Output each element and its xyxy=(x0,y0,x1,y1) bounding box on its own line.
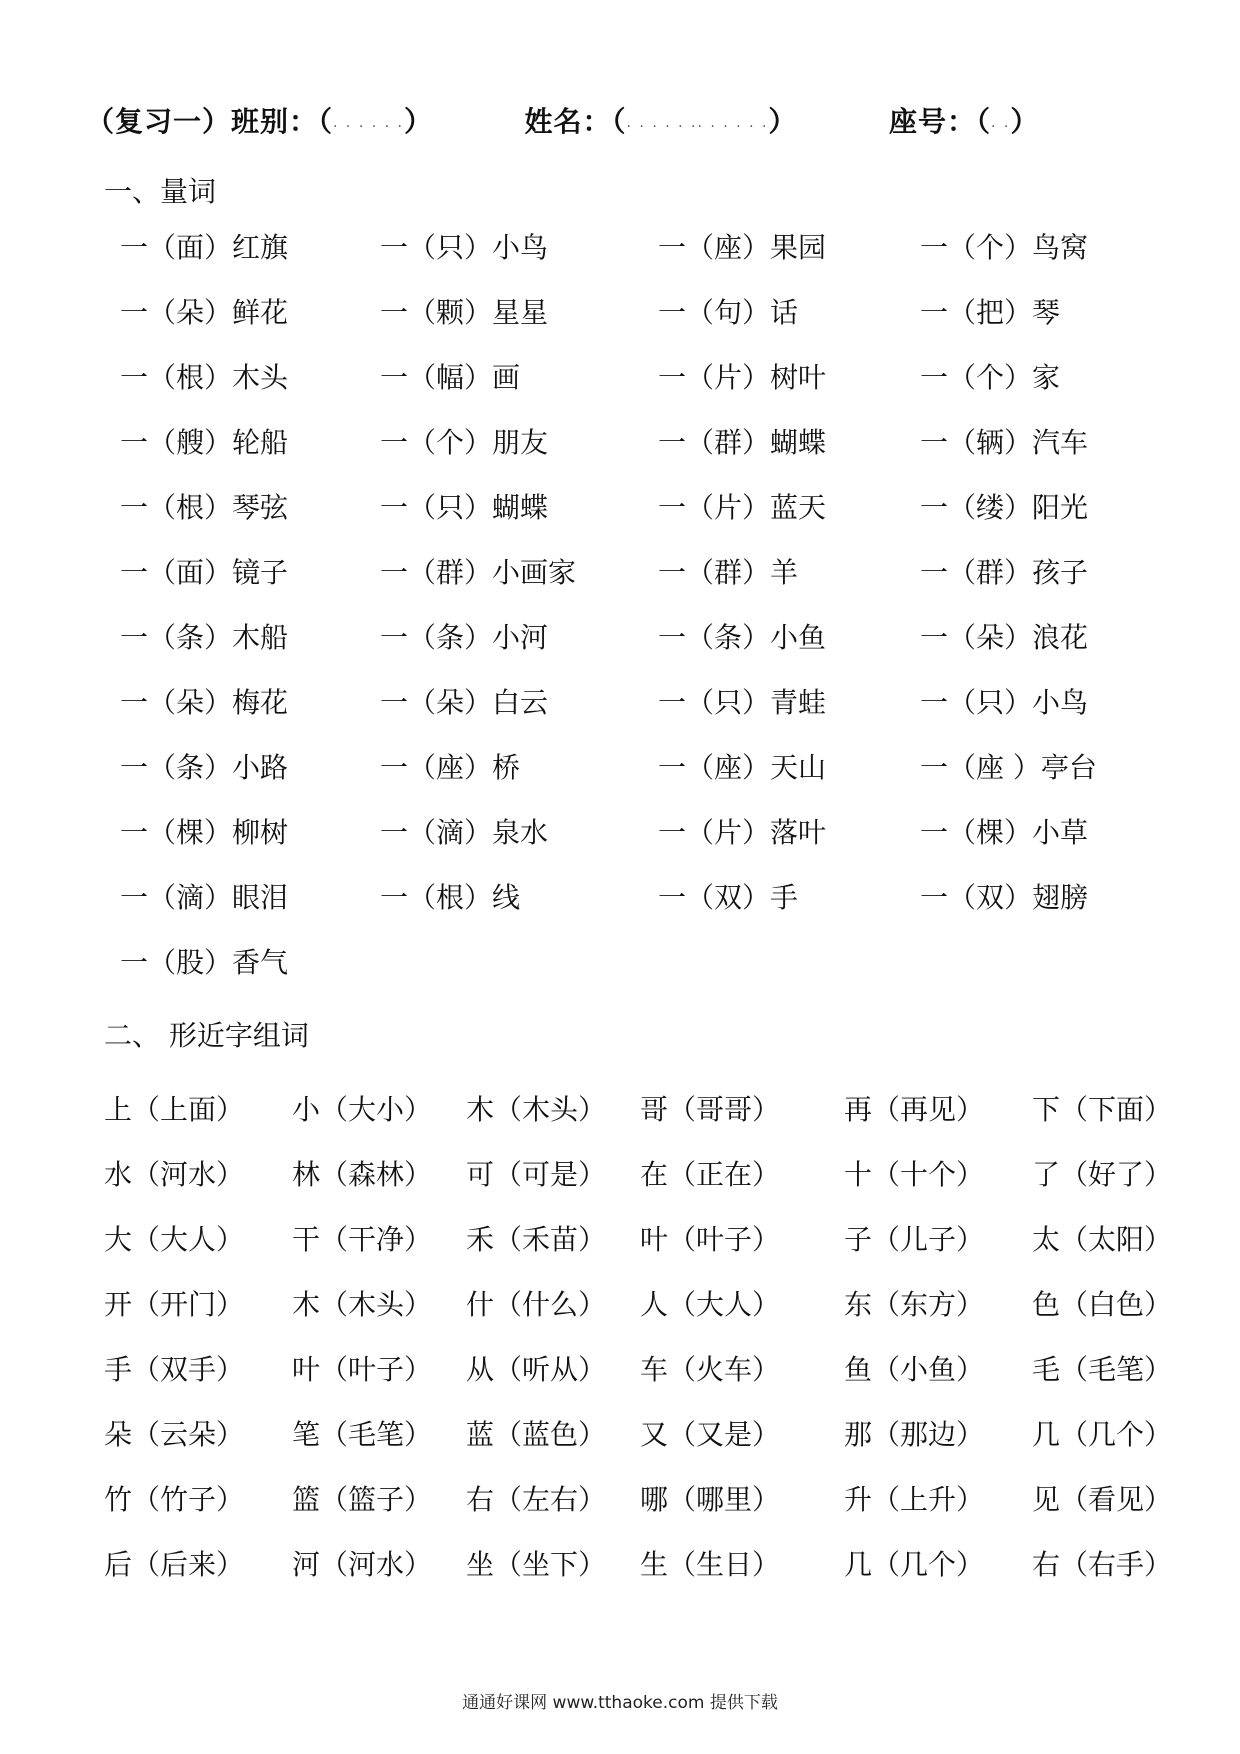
list-item: 色（白色） xyxy=(1032,1288,1173,1321)
list-item: 一（双）手 xyxy=(658,881,799,914)
list-item: 几（几个） xyxy=(1032,1418,1173,1451)
table-row xyxy=(120,356,1140,421)
section2-title: 二、 形近字组词 xyxy=(104,1019,309,1052)
list-item: 一（条）小河 xyxy=(380,621,549,654)
list-item: 一（幅）画 xyxy=(380,361,521,394)
list-item: 下（下面） xyxy=(1032,1093,1173,1126)
table-row xyxy=(120,226,1140,291)
list-item: 大（大人） xyxy=(104,1223,245,1256)
list-item: 一（条）小路 xyxy=(120,751,289,784)
list-item: 一（根）木头 xyxy=(120,361,289,394)
list-item: 一（只）蝴蝶 xyxy=(380,491,549,524)
list-item: 一（艘）轮船 xyxy=(120,426,289,459)
section1-title: 一、量词 xyxy=(104,175,217,208)
list-item: 竹（竹子） xyxy=(104,1483,245,1516)
list-item: 一（条）小鱼 xyxy=(658,621,827,654)
class-close: ） xyxy=(403,105,433,138)
list-item: 升（上升） xyxy=(844,1483,985,1516)
list-item: 坐（坐下） xyxy=(466,1548,607,1581)
list-item: 一（群）小画家 xyxy=(380,556,577,589)
table-row xyxy=(120,811,1140,876)
list-item: 什（什么） xyxy=(466,1288,607,1321)
table-row xyxy=(120,291,1140,356)
list-item: 一（座）果园 xyxy=(658,231,827,264)
list-item: 又（又是） xyxy=(640,1418,781,1451)
table-row xyxy=(104,1088,1184,1153)
seat-blank[interactable]: · · xyxy=(990,119,1011,135)
list-item: 蓝（蓝色） xyxy=(466,1418,607,1451)
list-item: 叶（叶子） xyxy=(640,1223,781,1256)
table-row xyxy=(104,1543,1184,1608)
seat-close: ） xyxy=(1010,105,1040,138)
list-item: 毛（毛笔） xyxy=(1032,1353,1173,1386)
name-close: ） xyxy=(768,105,798,138)
list-item: 一（群）孩子 xyxy=(920,556,1089,589)
list-item: 哪（哪里） xyxy=(640,1483,781,1516)
list-item: 一（股）香气 xyxy=(120,946,289,979)
name-label: 姓名：（ xyxy=(524,105,627,138)
list-item: 一（群）羊 xyxy=(658,556,799,589)
similar-char-grid xyxy=(104,1088,1184,1608)
list-item: 上（上面） xyxy=(104,1093,245,1126)
list-item: 人（大人） xyxy=(640,1288,781,1321)
list-item: 一（双）翅膀 xyxy=(920,881,1089,914)
list-item: 一（棵）小草 xyxy=(920,816,1089,849)
list-item: 生（生日） xyxy=(640,1548,781,1581)
list-item: 干（干净） xyxy=(292,1223,433,1256)
list-item: 一（座 ）亭台 xyxy=(920,751,1097,784)
list-item: 一（群）蝴蝶 xyxy=(658,426,827,459)
table-row xyxy=(120,486,1140,551)
class-label: 班别：（ xyxy=(231,105,334,138)
list-item: 朵（云朵） xyxy=(104,1418,245,1451)
list-item: 车（火车） xyxy=(640,1353,781,1386)
list-item: 一（片）蓝天 xyxy=(658,491,827,524)
list-item: 一（只）青蛙 xyxy=(658,686,827,719)
list-item: 了（好了） xyxy=(1032,1158,1173,1191)
table-row xyxy=(120,616,1140,681)
table-row xyxy=(120,876,1140,941)
list-item: 一（面）镜子 xyxy=(120,556,289,589)
table-row xyxy=(104,1413,1184,1478)
footer-credit: 通通好课网 www.tthaoke.com 提供下载 xyxy=(462,1693,778,1713)
list-item: 一（个）鸟窝 xyxy=(920,231,1089,264)
table-row xyxy=(120,681,1140,746)
list-item: 一（座）天山 xyxy=(658,751,827,784)
list-item: 一（个）朋友 xyxy=(380,426,549,459)
list-item: 一（片）树叶 xyxy=(658,361,827,394)
worksheet-header xyxy=(86,100,1039,140)
measure-word-grid xyxy=(120,226,1140,1006)
list-item: 一（个）家 xyxy=(920,361,1061,394)
list-item: 那（那边） xyxy=(844,1418,985,1451)
list-item: 小（大小） xyxy=(292,1093,433,1126)
list-item: 东（东方） xyxy=(844,1288,985,1321)
list-item: 篮（篮子） xyxy=(292,1483,433,1516)
list-item: 几（几个） xyxy=(844,1548,985,1581)
list-item: 一（条）木船 xyxy=(120,621,289,654)
list-item: 哥（哥哥） xyxy=(640,1093,781,1126)
list-item: 太（太阳） xyxy=(1032,1223,1173,1256)
name-blank[interactable]: · · · · · · xyxy=(626,119,698,135)
list-item: 见（看见） xyxy=(1032,1483,1173,1516)
list-item: 手（双手） xyxy=(104,1353,245,1386)
list-item: 一（座）桥 xyxy=(380,751,521,784)
list-item: 一（颗）星星 xyxy=(380,296,549,329)
table-row xyxy=(104,1218,1184,1283)
table-row xyxy=(104,1153,1184,1218)
list-item: 叶（叶子） xyxy=(292,1353,433,1386)
list-item: 一（朵）梅花 xyxy=(120,686,289,719)
list-item: 禾（禾苗） xyxy=(466,1223,607,1256)
list-item: 河（河水） xyxy=(292,1548,433,1581)
list-item: 开（开门） xyxy=(104,1288,245,1321)
list-item: 一（根）线 xyxy=(380,881,521,914)
table-row xyxy=(120,551,1140,616)
list-item: 一（句）话 xyxy=(658,296,799,329)
list-item: 一（棵）柳树 xyxy=(120,816,289,849)
table-row xyxy=(104,1283,1184,1348)
review-label: （复习一） xyxy=(86,105,232,138)
table-row xyxy=(104,1478,1184,1543)
list-item: 十（十个） xyxy=(844,1158,985,1191)
list-item: 水（河水） xyxy=(104,1158,245,1191)
list-item: 右（左右） xyxy=(466,1483,607,1516)
list-item: 一（朵）鲜花 xyxy=(120,296,289,329)
list-item: 笔（毛笔） xyxy=(292,1418,433,1451)
list-item: 一（滴）眼泪 xyxy=(120,881,289,914)
name-blank-extra: · · · · · · xyxy=(697,119,769,135)
class-blank[interactable]: · · · · · · xyxy=(333,119,404,135)
list-item: 一（根）琴弦 xyxy=(120,491,289,524)
list-item: 后（后来） xyxy=(104,1548,245,1581)
list-item: 一（辆）汽车 xyxy=(920,426,1089,459)
list-item: 在（正在） xyxy=(640,1158,781,1191)
table-row xyxy=(120,941,1140,1006)
list-item: 林（森林） xyxy=(292,1158,433,1191)
table-row xyxy=(120,421,1140,486)
seat-label: 座号：（ xyxy=(888,105,991,138)
list-item: 再（再见） xyxy=(844,1093,985,1126)
list-item: 一（面）红旗 xyxy=(120,231,289,264)
list-item: 右（右手） xyxy=(1032,1548,1173,1581)
list-item: 子（儿子） xyxy=(844,1223,985,1256)
list-item: 一（片）落叶 xyxy=(658,816,827,849)
table-row xyxy=(120,746,1140,811)
list-item: 一（朵）白云 xyxy=(380,686,549,719)
list-item: 一（朵）浪花 xyxy=(920,621,1089,654)
list-item: 一（只）小鸟 xyxy=(920,686,1089,719)
list-item: 一（缕）阳光 xyxy=(920,491,1089,524)
list-item: 可（可是） xyxy=(466,1158,607,1191)
list-item: 鱼（小鱼） xyxy=(844,1353,985,1386)
list-item: 一（滴）泉水 xyxy=(380,816,549,849)
list-item: 木（木头） xyxy=(292,1288,433,1321)
list-item: 木（木头） xyxy=(466,1093,607,1126)
list-item: 一（只）小鸟 xyxy=(380,231,549,264)
list-item: 从（听从） xyxy=(466,1353,607,1386)
table-row xyxy=(104,1348,1184,1413)
list-item: 一（把）琴 xyxy=(920,296,1061,329)
